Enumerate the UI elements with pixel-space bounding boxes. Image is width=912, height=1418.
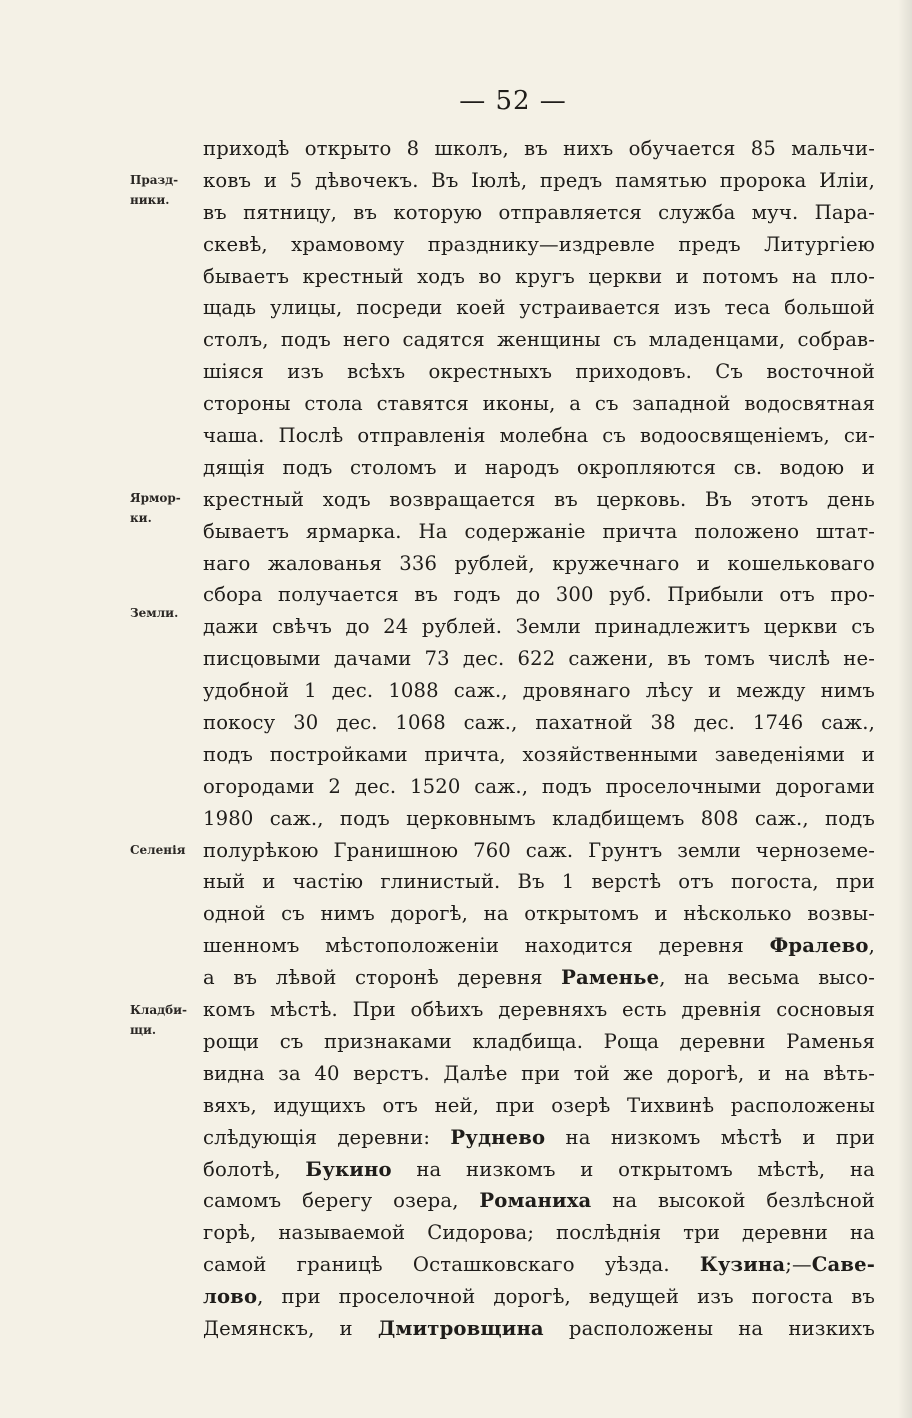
text-run: въ пятницу, въ которую отправляется служба муч. Пара- — [203, 200, 875, 224]
text-run: удобной 1 дес. 1088 саж., дровянаго лѣсу и между нимъ — [203, 679, 875, 703]
village-name: Дмитровщина — [377, 1316, 544, 1340]
text-run: столъ, подъ него садятся женщины съ младенцами, собрав- — [203, 328, 875, 352]
text-run: самой границѣ Осташковскаго уѣзда. — [203, 1253, 700, 1277]
text-run: ;— — [785, 1253, 812, 1277]
text-run: чаша. Послѣ отправленія молебна съ водоосвященіемъ, си- — [203, 424, 875, 448]
text-line — [203, 1058, 875, 1090]
text-line — [203, 484, 875, 516]
text-run: щадь улицы, посреди коей устраивается изъ теса большой — [203, 296, 875, 320]
text-line — [203, 324, 875, 356]
text-run: 1980 саж., подъ церковнымъ кладбищемъ 808 саж., подъ — [203, 806, 875, 830]
text-line — [203, 1281, 875, 1313]
margin-note-selenia — [130, 840, 196, 860]
text-run: стороны стола ставятся иконы, а съ западной водосвятная — [203, 392, 875, 416]
text-line — [203, 452, 875, 484]
margin-note-text: Празд- ники. — [130, 173, 179, 207]
text-line — [203, 962, 875, 994]
text-line — [203, 835, 875, 867]
text-line — [203, 1217, 875, 1249]
text-run: шенномъ мѣстоположеніи находится деревня — [203, 934, 770, 958]
village-name: Раменье — [561, 966, 660, 990]
village-name: Букино — [305, 1157, 392, 1181]
text-line — [203, 1122, 875, 1154]
text-run: дящія подъ столомъ и народъ окропляются св. водою и — [203, 455, 875, 479]
text-line — [203, 611, 875, 643]
body-text — [203, 133, 875, 1345]
margin-note-prazdniki — [130, 170, 196, 210]
text-run: горѣ, называемой Сидорова; послѣднія три деревни на — [203, 1221, 875, 1245]
margin-note-text: Кладби- щи. — [130, 1003, 188, 1037]
text-line — [203, 739, 875, 771]
text-line — [203, 866, 875, 898]
village-name: Фралево — [769, 934, 869, 958]
text-run: рощи съ признаками кладбища. Роща деревни Раменья — [203, 1029, 875, 1053]
text-line — [203, 133, 875, 165]
text-run: на высокой безлѣсной — [591, 1189, 875, 1213]
margin-note-text: Земли. — [130, 606, 179, 620]
text-run: самомъ берегу озера, — [203, 1189, 480, 1213]
text-run: шіяся изъ всѣхъ окрестныхъ приходовъ. Съ восточной — [203, 360, 875, 384]
text-run: комъ мѣстѣ. При обѣихъ деревняхъ есть древнія сосновыя — [203, 998, 875, 1022]
text-line — [203, 579, 875, 611]
margin-note-kladbishcha — [130, 1000, 196, 1040]
text-run: покосу 30 дес. 1068 саж., пахатной 38 дес. 1746 саж., — [203, 711, 875, 735]
text-line — [203, 1185, 875, 1217]
margin-note-yarmorki — [130, 488, 196, 528]
text-line — [203, 1313, 875, 1345]
text-run: крестный ходъ возвращается въ церковь. Въ этотъ день — [203, 487, 875, 511]
text-line — [203, 1154, 875, 1186]
text-run: бываетъ ярмарка. На содержаніе причта положено штат- — [203, 519, 875, 543]
text-line — [203, 420, 875, 452]
text-run: Демянскъ, и — [203, 1316, 378, 1340]
text-line — [203, 229, 875, 261]
margin-note-text: Ярмор- ки. — [130, 491, 181, 525]
text-run: сбора получается въ годъ до 300 руб. Прибыли отъ про- — [203, 583, 875, 607]
text-run: писцовыми дачами 73 дес. 622 сажени, въ томъ числѣ не- — [203, 647, 875, 671]
text-line — [203, 994, 875, 1026]
text-line — [203, 261, 875, 293]
text-run: бываетъ крестный ходъ во кругъ церкви и потомъ на пло- — [203, 264, 875, 288]
text-run: , на весьма высо- — [659, 966, 875, 990]
text-run: слѣдующія деревни: — [203, 1125, 451, 1149]
text-run: подъ постройками причта, хозяйственными заведеніями и — [203, 742, 875, 766]
text-run: наго жалованья 336 рублей, кружечнаго и кошельковаго — [203, 551, 875, 575]
text-line — [203, 707, 875, 739]
text-line — [203, 1249, 875, 1281]
text-run: скевѣ, храмовому празднику—издревле предъ Литургіею — [203, 232, 875, 256]
text-run: а въ лѣвой сторонѣ деревня — [203, 966, 562, 990]
text-line — [203, 388, 875, 420]
village-name: лово — [203, 1285, 258, 1309]
text-line — [203, 292, 875, 324]
village-name: Романиха — [479, 1189, 592, 1213]
text-line — [203, 516, 875, 548]
text-line — [203, 675, 875, 707]
text-line — [203, 197, 875, 229]
text-run: болотѣ, — [203, 1157, 306, 1181]
text-line — [203, 930, 875, 962]
text-line — [203, 771, 875, 803]
text-run: приходѣ открыто 8 школъ, въ нихъ обучается 85 мальчи- — [203, 137, 875, 160]
text-line — [203, 548, 875, 580]
margin-note-text: Селенія — [130, 843, 186, 857]
page-number: — 52 — — [459, 86, 567, 116]
text-run: огородами 2 дес. 1520 саж., подъ проселочными дорогами — [203, 774, 875, 798]
text-line — [203, 643, 875, 675]
text-run: дажи свѣчъ до 24 рублей. Земли принадлежитъ церкви съ — [203, 615, 875, 639]
text-line — [203, 165, 875, 197]
text-run: , при проселочной дорогѣ, ведущей изъ погоста въ — [257, 1285, 875, 1309]
text-run: видна за 40 верстъ. Далѣе при той же дорогѣ, и на вѣть- — [203, 1061, 875, 1085]
text-run: на низкомъ и открытомъ мѣстѣ, на — [391, 1157, 875, 1181]
text-run: полурѣкою Гранишною 760 саж. Грунтъ земли черноземе- — [203, 838, 875, 862]
text-line — [203, 898, 875, 930]
margin-note-zemli — [130, 603, 196, 623]
text-run: расположены на низкихъ — [543, 1316, 875, 1340]
text-run: ковъ и 5 дѣвочекъ. Въ Іюлѣ, предъ памятью пророка Иліи, — [203, 168, 875, 192]
text-line — [203, 356, 875, 388]
text-line — [203, 1090, 875, 1122]
text-run: одной съ нимъ дорогѣ, на открытомъ и нѣсколько возвы- — [203, 902, 875, 926]
text-run: , — [868, 934, 875, 958]
village-name: Руднево — [450, 1125, 546, 1149]
text-run: вяхъ, идущихъ отъ ней, при озерѣ Тихвинѣ расположены — [203, 1093, 875, 1117]
page-edge-shadow — [898, 0, 912, 1418]
village-name: Саве- — [811, 1253, 875, 1277]
text-line — [203, 1026, 875, 1058]
text-line — [203, 803, 875, 835]
village-name: Кузина — [699, 1253, 786, 1277]
text-run: ный и частію глинистый. Въ 1 верстѣ отъ погоста, при — [203, 870, 875, 894]
text-run: на низкомъ мѣстѣ и при — [545, 1125, 875, 1149]
